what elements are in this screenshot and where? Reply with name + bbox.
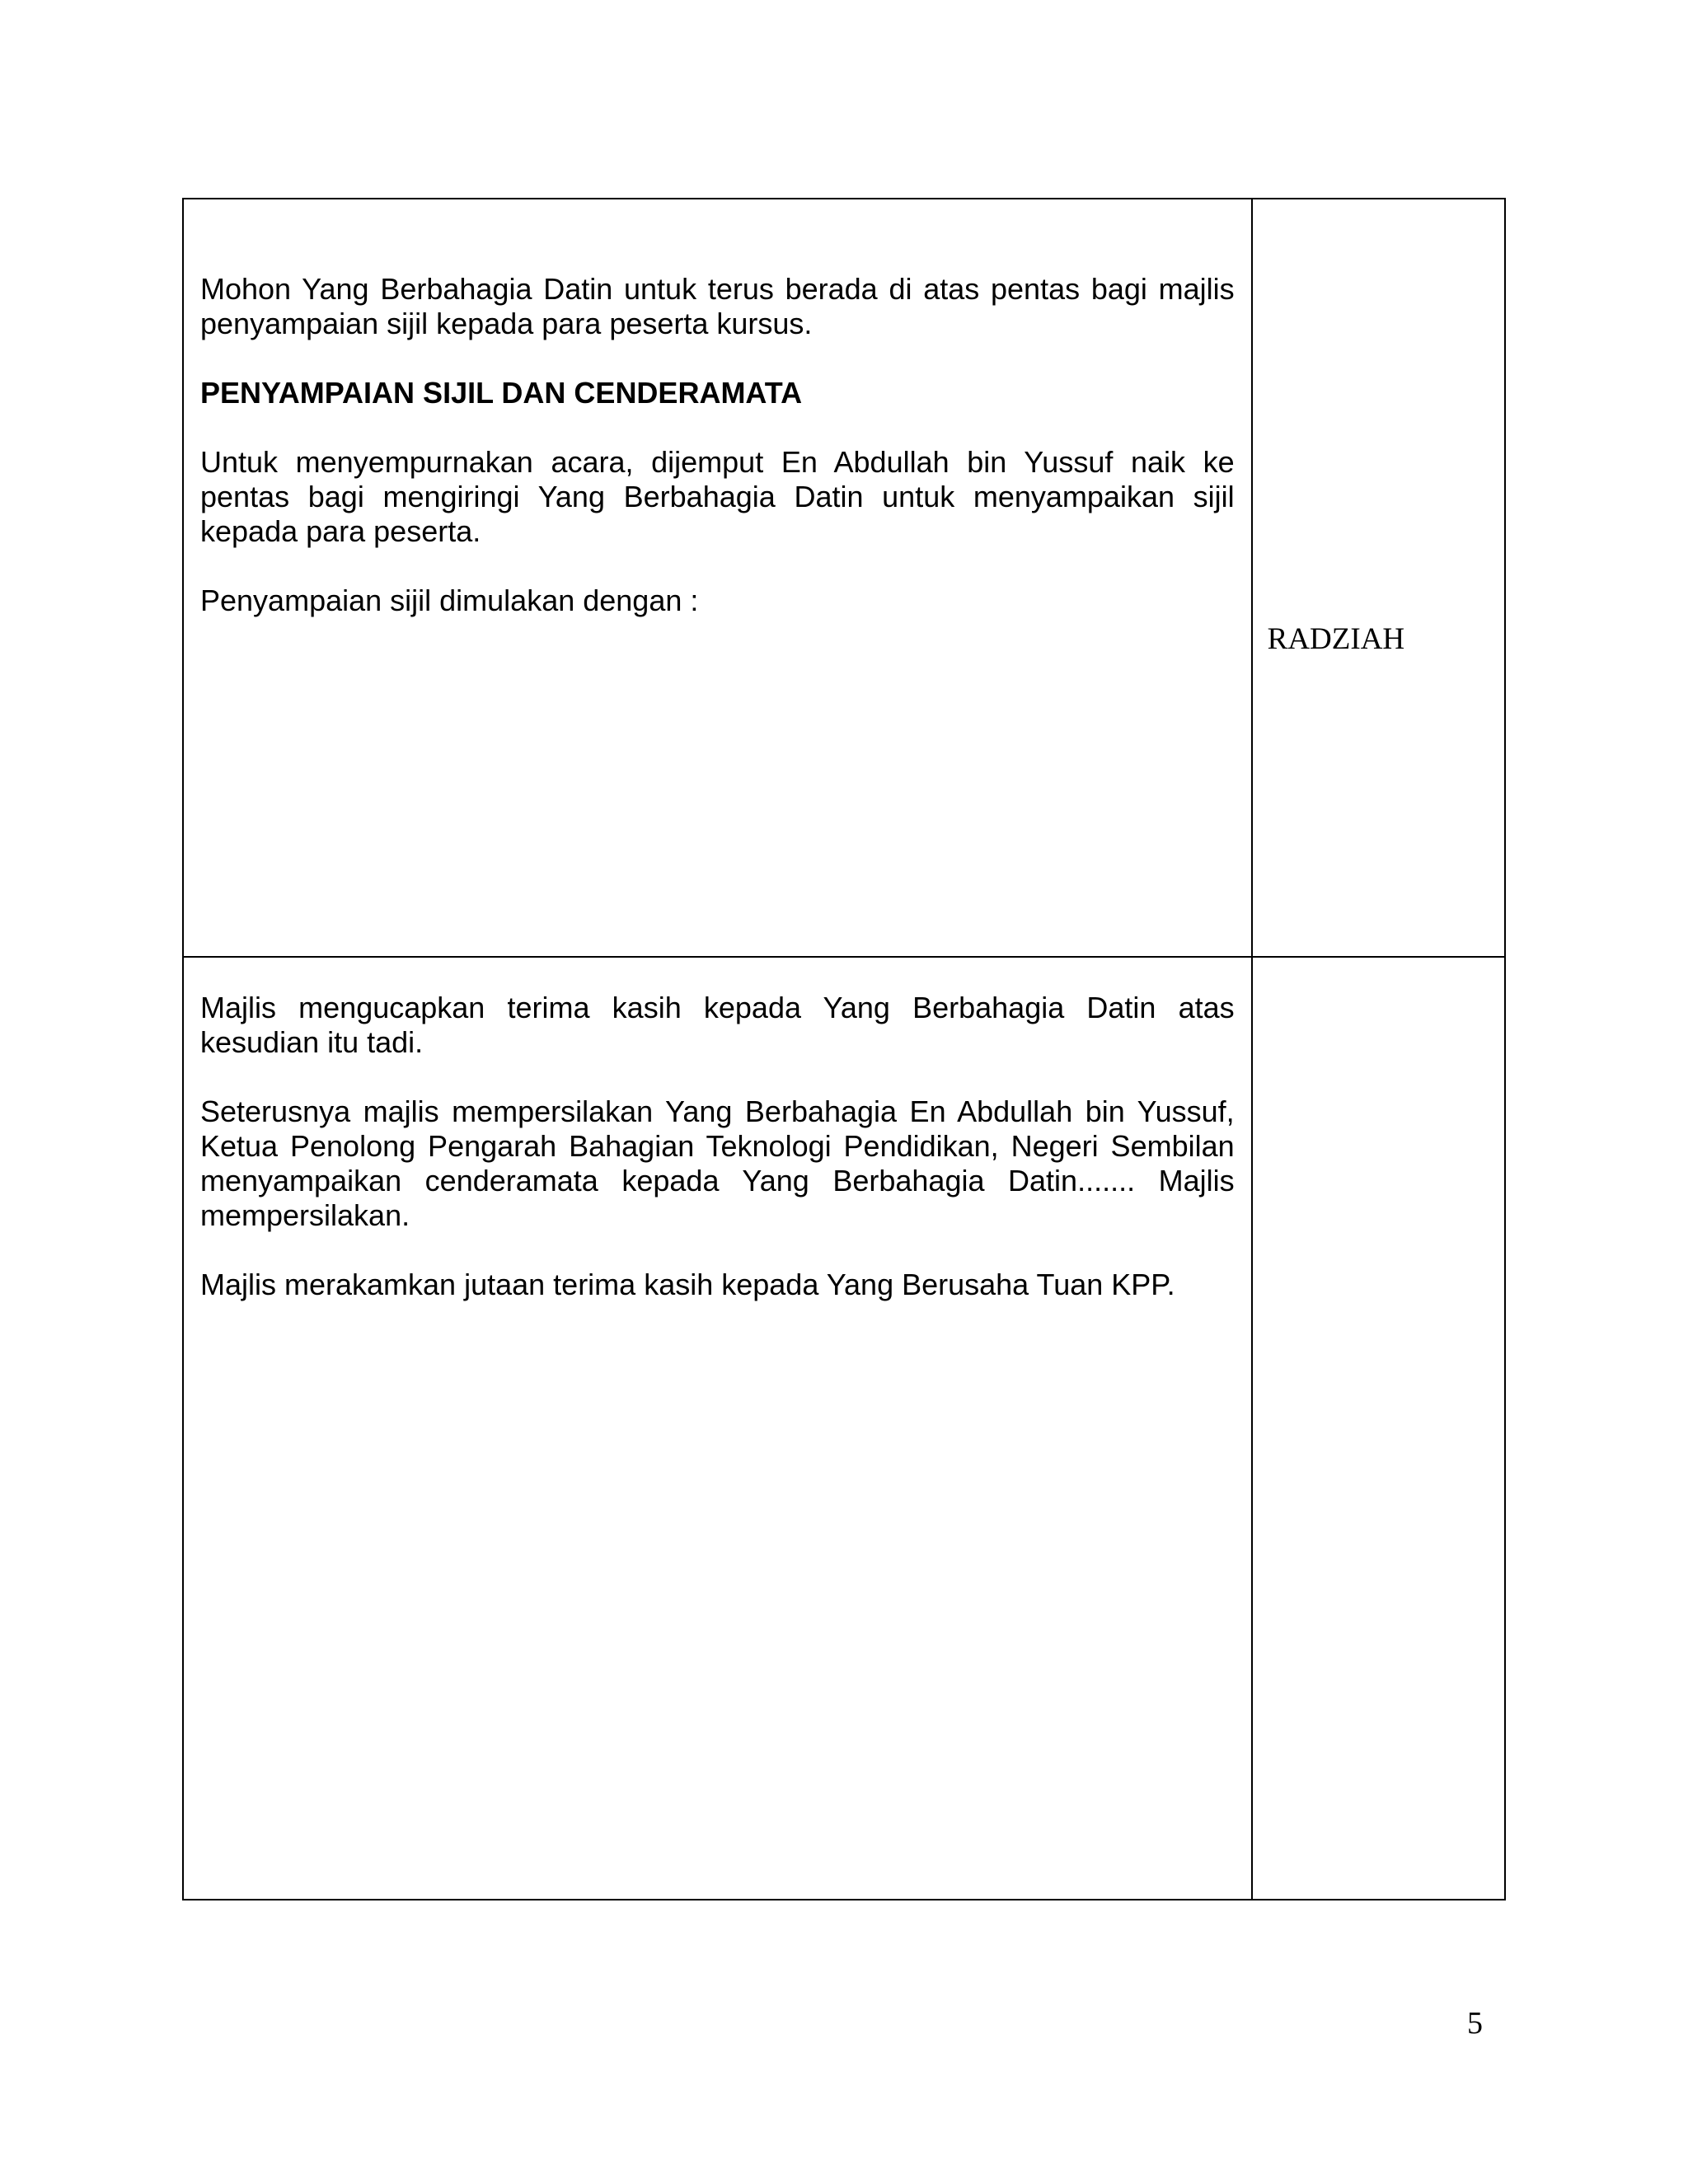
paragraph-invitation: Untuk menyempurnakan acara, dijemput En Abdullah bin Yussuf naik ke pentas bagi mengiringi Yang Berbahagia Datin untuk menyampaikan sijil kepada para peserta. xyxy=(200,445,1235,548)
program-script-table xyxy=(182,198,1506,1900)
paragraph-thanks: Majlis mengucapkan terima kasih kepada Yang Berbahagia Datin atas kesudian itu tadi. xyxy=(200,991,1235,1059)
page-number: 5 xyxy=(1467,2006,1483,2041)
script-text-cell xyxy=(183,199,1252,957)
table-row xyxy=(183,957,1505,1900)
section-heading: PENYAMPAIAN SIJIL DAN CENDERAMATA xyxy=(200,376,803,410)
paragraph-certificate-start: Penyampaian sijil dimulakan dengan : xyxy=(200,583,699,617)
table-row xyxy=(183,199,1505,957)
paragraph-closing-thanks: Majlis merakamkan jutaan terima kasih kepada Yang Berusaha Tuan KPP. xyxy=(200,1268,1175,1301)
script-text-cell xyxy=(183,957,1252,1900)
speaker-cell-empty xyxy=(1252,957,1505,1900)
speaker-cell xyxy=(1252,199,1505,957)
speaker-name: RADZIAH xyxy=(1267,622,1405,656)
paragraph-souvenir: Seterusnya majlis mempersilakan Yang Berbahagia En Abdullah bin Yussuf, Ketua Penolong Pengarah Bahagian Teknologi Pendidikan, Negeri Sembilan menyampaikan cenderamata kepada Yang Berbahagia Datin....... Majlis mempersilakan. xyxy=(200,1094,1235,1232)
paragraph-datin-remain: Mohon Yang Berbahagia Datin untuk terus berada di atas pentas bagi majlis penyampaian sijil kepada para peserta kursus. xyxy=(200,272,1235,340)
